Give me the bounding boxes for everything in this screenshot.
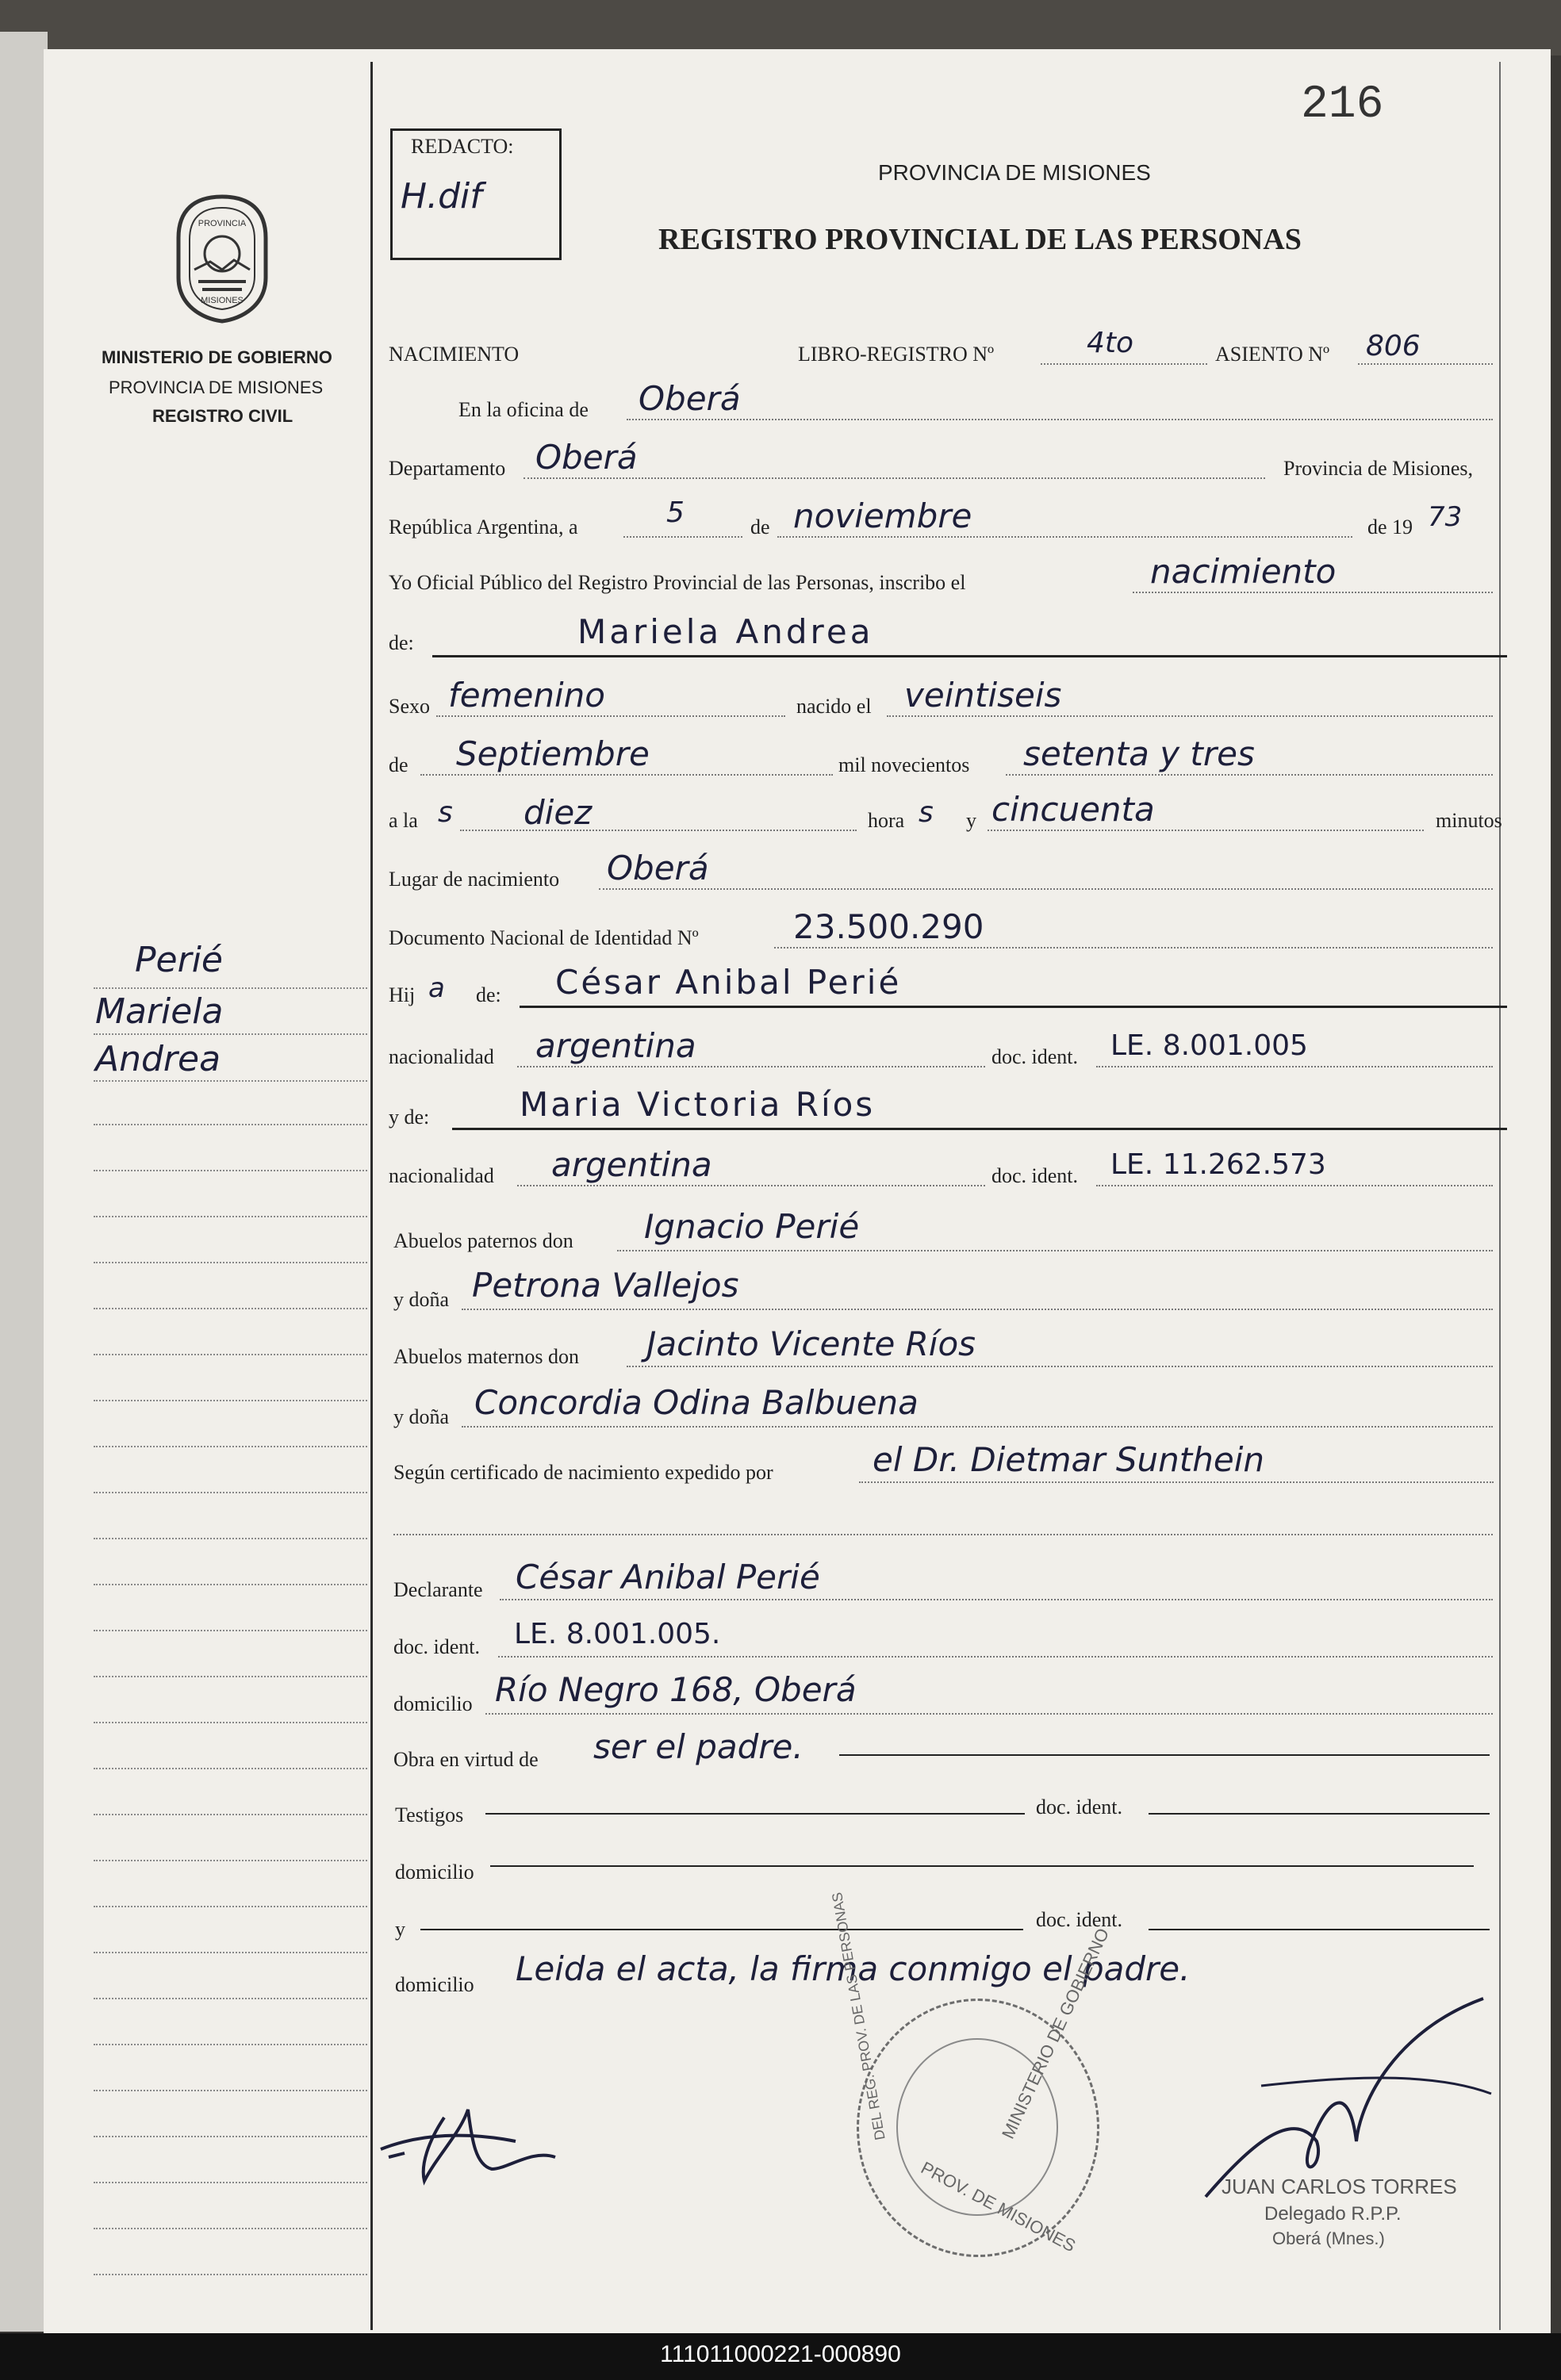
decl-doc-value: LE. 8.001.005. [514, 1618, 721, 1650]
departamento-label: Departamento [389, 457, 506, 480]
madre-doc-label: doc. ident. [991, 1164, 1079, 1187]
margin-line [94, 2274, 367, 2275]
margin-line [94, 1952, 367, 1953]
departamento-value: Oberá [535, 438, 638, 477]
madre-nacionalidad-label: nacionalidad [389, 1164, 494, 1187]
margin-line [94, 1354, 367, 1355]
oficina-line [627, 419, 1493, 420]
year-value: 73 [1428, 501, 1463, 533]
header-registry: REGISTRO PROVINCIAL DE LAS PERSONAS [658, 223, 1302, 256]
de2-label: de [389, 753, 408, 776]
lugar-value: Oberá [607, 849, 709, 887]
ydona-pat-label: y doña [393, 1288, 450, 1311]
padre-doc-line [1096, 1066, 1493, 1067]
y2-line [420, 1929, 1023, 1930]
seal-bottom-text: PROV. DE MISIONES [918, 2157, 1080, 2256]
declarante-label: Declarante [393, 1578, 483, 1601]
abuelos-mat-label: Abuelos maternos don [393, 1345, 579, 1368]
margin-line [94, 1080, 367, 1082]
mil-label: mil novecientos [838, 753, 970, 776]
emblem-bottom-text: MISIONES [201, 296, 244, 305]
certificado-line [859, 1481, 1494, 1483]
footer-id: 111011000221-000890 [660, 2341, 901, 2367]
test-dom-label: domicilio [395, 1861, 474, 1884]
abuela-mat-value: Concordia Odina Balbuena [474, 1383, 919, 1422]
ministry-line3: REGISTRO CIVIL [152, 406, 293, 426]
abuela-pat-line [462, 1309, 1493, 1310]
lugar-label: Lugar de nacimiento [389, 868, 560, 891]
year-label: de 19 [1367, 515, 1413, 538]
y2-doc-label: doc. ident. [1036, 1908, 1123, 1931]
padre-doc-value: LE. 8.001.005 [1110, 1029, 1308, 1062]
test-doc-line [1149, 1813, 1490, 1815]
margin-line [94, 1860, 367, 1861]
y2-doc-line [1149, 1929, 1490, 1930]
testigos-label: Testigos [395, 1803, 464, 1826]
margin-line [94, 1308, 367, 1309]
sexo-label: Sexo [389, 695, 430, 718]
y-label: y [966, 809, 976, 832]
obra-value: ser el padre. [593, 1727, 804, 1766]
dni-line [774, 947, 1493, 949]
margin-line [94, 1676, 367, 1677]
margin-line [94, 2090, 367, 2091]
abuelo-pat-line [617, 1250, 1493, 1251]
minutos-value: cincuenta [991, 790, 1155, 829]
provincia-label: Provincia de Misiones, [1283, 457, 1474, 480]
declarante-line [500, 1599, 1493, 1600]
nacido-label: nacido el [796, 695, 872, 718]
horas-label: hora [868, 809, 905, 832]
margin-note-surname: Perié [135, 940, 223, 980]
testigos-line [485, 1813, 1025, 1815]
certificado-value: el Dr. Dietmar Sunthein [873, 1440, 1265, 1479]
header-province: PROVINCIA DE MISIONES [878, 160, 1151, 185]
seal-left-text: DEL REG. PROV. DE LAS PERSONAS [828, 1891, 888, 2141]
republica-label: República Argentina, a [389, 515, 578, 538]
scanner-background [0, 0, 1561, 56]
birth-year-line [1006, 774, 1493, 776]
madre-doc-value: LE. 11.262.573 [1110, 1148, 1326, 1181]
nacido-line [887, 715, 1493, 717]
margin-line [94, 1033, 367, 1035]
dni-value: 23.500.290 [793, 907, 984, 946]
margin-rule [370, 62, 373, 2330]
ala-suffix: s [438, 796, 453, 829]
margin-line [94, 1584, 367, 1585]
margin-line [94, 1400, 367, 1401]
doc-ident-label: doc. ident. [991, 1045, 1079, 1068]
ala-label: a la [389, 809, 418, 832]
hij-label: Hij [389, 983, 416, 1006]
oficial-line [1133, 592, 1493, 593]
dom2-label: domicilio [395, 1973, 474, 1996]
madre-nac-value: argentina [551, 1145, 712, 1184]
official-title: Delegado R.P.P. [1264, 2203, 1402, 2225]
asiento-label: ASIENTO Nº [1215, 343, 1330, 366]
lugar-line [599, 888, 1493, 890]
margin-line [94, 2044, 367, 2045]
ministry-line1: MINISTERIO DE GOBIERNO [102, 347, 332, 367]
seal-outer-text: MINISTERIO DE GOBIERNO [998, 1925, 1114, 2142]
hij-de-label: de: [476, 983, 501, 1006]
official-name: JUAN CARLOS TORRES [1222, 2175, 1457, 2198]
padre-line [520, 1006, 1507, 1008]
nacionalidad-label: nacionalidad [389, 1045, 494, 1068]
madre-line [452, 1128, 1507, 1130]
emblem-top-text: PROVINCIA [198, 219, 247, 228]
asiento-value: 806 [1366, 330, 1421, 362]
official-place: Oberá (Mnes.) [1272, 2229, 1385, 2248]
margin-line [94, 1492, 367, 1493]
margin-line [94, 1446, 367, 1447]
left-signature-icon [373, 2094, 579, 2197]
certificado-extra-line [393, 1534, 1493, 1535]
redacto-label: REDACTO: [411, 135, 514, 158]
decl-doc-line [498, 1656, 1493, 1658]
domicilio-line [485, 1713, 1493, 1715]
hora-value: diez [524, 793, 593, 832]
birth-year-value: setenta y tres [1023, 734, 1255, 773]
abuela-pat-value: Petrona Vallejos [472, 1266, 739, 1305]
madre-doc-line [1096, 1185, 1493, 1186]
oficina-label: En la oficina de [458, 398, 589, 421]
month-value: noviembre [793, 496, 972, 535]
margin-line [94, 1216, 367, 1217]
test-doc-label: doc. ident. [1036, 1796, 1123, 1819]
oficial-value: nacimiento [1150, 552, 1337, 591]
certificado-label: Según certificado de nacimiento expedido por [393, 1461, 773, 1484]
day-value: 5 [666, 496, 685, 529]
abuelo-pat-value: Ignacio Perié [644, 1207, 860, 1246]
ministry-line2: PROVINCIA DE MISIONES [109, 378, 324, 397]
redacto-value: H.dif [401, 176, 482, 217]
test-dom-line [490, 1865, 1474, 1867]
margin-line [94, 1262, 367, 1263]
libro-value: 4to [1087, 327, 1134, 359]
nacimiento-label: NACIMIENTO [389, 343, 520, 366]
decl-doc-label: doc. ident. [393, 1635, 481, 1658]
margin-line [94, 1630, 367, 1631]
margin-line [94, 2136, 367, 2137]
page-number: 216 [1301, 79, 1384, 131]
margin-line [94, 1814, 367, 1815]
dni-label: Documento Nacional de Identidad Nº [389, 926, 699, 949]
libro-line [1041, 363, 1207, 365]
day-line [623, 536, 742, 538]
declarante-value: César Anibal Perié [516, 1558, 820, 1596]
domicilio-value: Río Negro 168, Oberá [495, 1670, 857, 1709]
abuelo-mat-value: Jacinto Vicente Ríos [646, 1324, 976, 1363]
name-line [432, 655, 1507, 657]
margin-line [94, 1538, 367, 1539]
previous-page-edge [0, 32, 48, 2332]
abuelo-mat-line [627, 1366, 1493, 1367]
libro-label: LIBRO-REGISTRO Nº [798, 343, 995, 366]
madre-value: Maria Victoria Ríos [520, 1085, 876, 1124]
birth-month-line [420, 774, 833, 776]
yde-label: y de: [389, 1106, 430, 1129]
departamento-line [524, 477, 1265, 479]
padre-value: César Anibal Perié [555, 963, 902, 1002]
obra-label: Obra en virtud de [393, 1748, 539, 1771]
oficina-value: Oberá [639, 379, 741, 418]
sexo-value: femenino [448, 676, 605, 715]
margin-line [94, 1768, 367, 1769]
leida-value: Leida el acta, la firma conmigo el padre. [516, 1949, 1191, 1988]
hij-suffix: a [428, 972, 445, 1004]
madre-nac-line [517, 1185, 985, 1186]
margin-line [94, 2228, 367, 2229]
obra-dash-line [839, 1754, 1490, 1756]
abuela-mat-line [462, 1426, 1493, 1428]
ydona-mat-label: y doña [393, 1405, 450, 1428]
de-colon-label: de: [389, 631, 414, 654]
domicilio-label: domicilio [393, 1692, 473, 1715]
hora-line [460, 830, 857, 831]
margin-line [94, 1722, 367, 1723]
birth-month-value: Septiembre [456, 734, 650, 773]
padre-nac-value: argentina [535, 1026, 696, 1065]
margin-note-name1: Mariela [95, 991, 224, 1032]
de-label: de [750, 515, 770, 538]
margin-line [94, 2182, 367, 2183]
nacido-value: veintiseis [904, 676, 1062, 715]
month-line [777, 536, 1352, 538]
minutos-line [988, 830, 1424, 831]
name-value: Mariela Andrea [577, 612, 874, 651]
asiento-line [1358, 363, 1493, 365]
margin-line [94, 1170, 367, 1171]
margin-line [94, 1998, 367, 1999]
sexo-line [436, 715, 785, 717]
horas-suffix: s [919, 796, 934, 829]
margin-line [94, 1124, 367, 1125]
province-emblem-icon [163, 190, 282, 325]
margin-note-name2: Andrea [95, 1039, 221, 1079]
margin-line [94, 1906, 367, 1907]
minutos-label: minutos [1436, 809, 1502, 832]
oficial-label: Yo Oficial Público del Registro Provincial de las Personas, inscribo el [389, 571, 966, 594]
padre-nac-line [517, 1066, 985, 1067]
margin-line [94, 987, 367, 989]
abuelos-pat-label: Abuelos paternos don [393, 1229, 573, 1252]
y2-label: y [395, 1918, 405, 1941]
